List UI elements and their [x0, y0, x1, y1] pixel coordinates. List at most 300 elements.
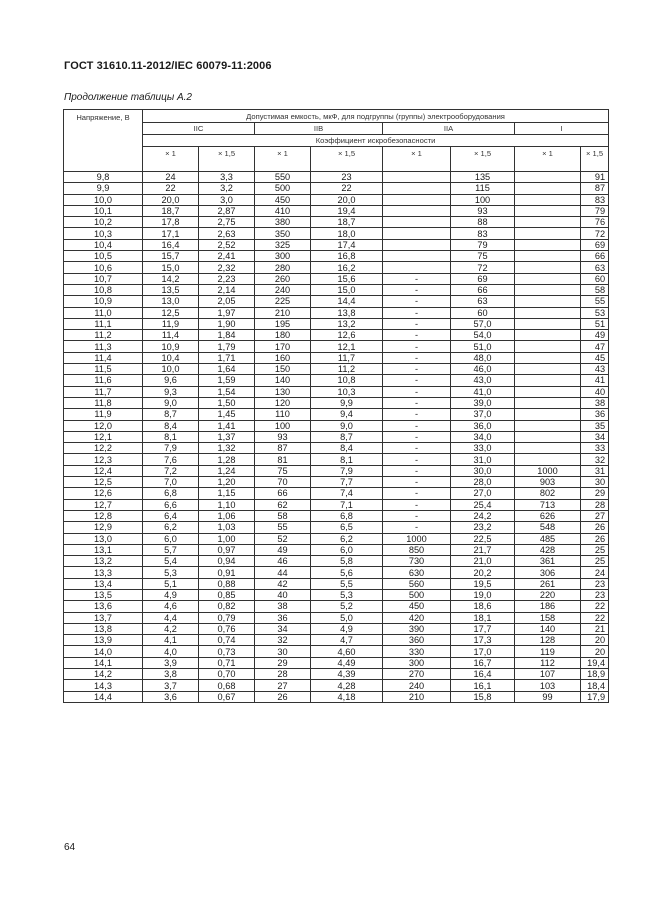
capacitance-cell: 49 [581, 330, 609, 341]
capacitance-cell: 22 [311, 183, 383, 194]
capacitance-cell: 9,4 [311, 409, 383, 420]
capacitance-cell: 29 [255, 657, 311, 668]
capacitance-cell: 180 [255, 330, 311, 341]
capacitance-cell: 62 [255, 499, 311, 510]
capacitance-cell: 4,39 [311, 669, 383, 680]
capacitance-cell: 360 [383, 635, 451, 646]
table-row [64, 409, 609, 420]
capacitance-cell: 13,0 [143, 296, 199, 307]
capacitance-cell: 23,2 [451, 522, 515, 533]
capacitance-cell: 33,0 [451, 443, 515, 454]
capacitance-cell: 39,0 [451, 397, 515, 408]
capacitance-cell: 450 [255, 194, 311, 205]
capacitance-cell: 8,7 [311, 431, 383, 442]
capacitance-cell: 7,0 [143, 477, 199, 488]
voltage-cell: 14,4 [64, 691, 143, 702]
table-continuation-caption: Продолжение таблицы А.2 [64, 92, 192, 103]
voltage-cell: 12,0 [64, 420, 143, 431]
capacitance-cell: 16,4 [143, 239, 199, 250]
voltage-cell: 11,2 [64, 330, 143, 341]
capacitance-cell: 27,0 [451, 488, 515, 499]
capacitance-cell [515, 431, 581, 442]
capacitance-cell: 11,9 [143, 318, 199, 329]
capacitance-cell: - [383, 477, 451, 488]
table-row [64, 273, 609, 284]
capacitance-cell: 30,0 [451, 465, 515, 476]
voltage-cell: 13,3 [64, 567, 143, 578]
capacitance-cell: - [383, 307, 451, 318]
capacitance-cell: 15,0 [311, 284, 383, 295]
capacitance-cell: 17,8 [143, 217, 199, 228]
capacitance-cell: 0,94 [199, 556, 255, 567]
capacitance-cell: 128 [515, 635, 581, 646]
voltage-cell: 14,0 [64, 646, 143, 657]
capacitance-cell: 45 [581, 352, 609, 363]
capacitance-cell: 1,97 [199, 307, 255, 318]
capacitance-cell: 25,4 [451, 499, 515, 510]
voltage-cell: 10,8 [64, 284, 143, 295]
safety-factor-cell: × 1 [515, 147, 581, 172]
safety-factor-cell: × 1,5 [311, 147, 383, 172]
capacitance-cell: 1,20 [199, 477, 255, 488]
capacitance-cell: 26 [581, 522, 609, 533]
table-row [64, 307, 609, 318]
capacitance-cell [515, 397, 581, 408]
capacitance-cell: 8,7 [143, 409, 199, 420]
capacitance-cell: 1,06 [199, 510, 255, 521]
voltage-cell: 12,6 [64, 488, 143, 499]
table-row [64, 567, 609, 578]
capacitance-cell: 5,7 [143, 544, 199, 555]
capacitance-cell [515, 375, 581, 386]
voltage-cell: 12,9 [64, 522, 143, 533]
capacitance-cell: 18,1 [451, 612, 515, 623]
voltage-cell: 10,7 [64, 273, 143, 284]
capacitance-cell: 35 [581, 420, 609, 431]
capacitance-cell: 20,0 [143, 194, 199, 205]
capacitance-cell: 1,00 [199, 533, 255, 544]
capacitance-cell: 30 [581, 477, 609, 488]
capacitance-cell: 7,2 [143, 465, 199, 476]
capacitance-cell: 1,24 [199, 465, 255, 476]
capacitance-cell: 1,64 [199, 364, 255, 375]
table-row [64, 420, 609, 431]
table-row [64, 578, 609, 589]
capacitance-cell: 1,32 [199, 443, 255, 454]
voltage-cell: 11,5 [64, 364, 143, 375]
capacitance-cell: 4,9 [311, 623, 383, 634]
capacitance-cell: 428 [515, 544, 581, 555]
capacitance-cell: 802 [515, 488, 581, 499]
capacitance-cell [515, 183, 581, 194]
capacitance-cell: 350 [255, 228, 311, 239]
capacitance-cell: 60 [451, 307, 515, 318]
capacitance-cell: 220 [515, 589, 581, 600]
table-row [64, 533, 609, 544]
capacitance-cell: 55 [581, 296, 609, 307]
capacitance-cell: - [383, 522, 451, 533]
capacitance-cell: 93 [255, 431, 311, 442]
capacitance-cell: 79 [451, 239, 515, 250]
capacitance-cell: 36 [255, 612, 311, 623]
capacitance-cell: 158 [515, 612, 581, 623]
table-row [64, 397, 609, 408]
capacitance-cell: 6,5 [311, 522, 383, 533]
capacitance-cell: - [383, 330, 451, 341]
capacitance-cell: 1,79 [199, 341, 255, 352]
capacitance-cell: 14,4 [311, 296, 383, 307]
capacitance-cell: 10,0 [143, 364, 199, 375]
capacitance-cell: 1,84 [199, 330, 255, 341]
voltage-cell: 13,0 [64, 533, 143, 544]
table-row [64, 239, 609, 250]
safety-factor-header: Коэффициент искробезопасности [143, 135, 609, 147]
capacitance-cell: 9,3 [143, 386, 199, 397]
capacitance-cell: 390 [383, 623, 451, 634]
capacitance-cell: 15,6 [311, 273, 383, 284]
capacitance-cell: 140 [255, 375, 311, 386]
capacitance-cell: 3,6 [143, 691, 199, 702]
capacitance-cell: 730 [383, 556, 451, 567]
capacitance-cell: 485 [515, 533, 581, 544]
capacitance-cell: 713 [515, 499, 581, 510]
capacitance-cell: 4,4 [143, 612, 199, 623]
table-row [64, 262, 609, 273]
page-number: 64 [64, 842, 76, 853]
capacitance-cell: 0,74 [199, 635, 255, 646]
capacitance-cell: 103 [515, 680, 581, 691]
voltage-cell: 13,1 [64, 544, 143, 555]
capacitance-cell: 9,9 [311, 397, 383, 408]
capacitance-cell: - [383, 499, 451, 510]
capacitance-cell: 4,28 [311, 680, 383, 691]
capacitance-cell: 9,0 [143, 397, 199, 408]
capacitance-cell: - [383, 465, 451, 476]
capacitance-cell: 20 [581, 635, 609, 646]
capacitance-cell: 2,63 [199, 228, 255, 239]
capacitance-cell: 75 [451, 251, 515, 262]
table-row [64, 646, 609, 657]
capacitance-cell: 66 [581, 251, 609, 262]
capacitance-cell: - [383, 454, 451, 465]
table-row [64, 669, 609, 680]
table-row [64, 623, 609, 634]
capacitance-cell: 5,3 [311, 589, 383, 600]
capacitance-cell: 240 [255, 284, 311, 295]
capacitance-cell: 48,0 [451, 352, 515, 363]
capacitance-cell: 3,8 [143, 669, 199, 680]
capacitance-cell: 51 [581, 318, 609, 329]
capacitance-cell: 23 [311, 172, 383, 183]
capacitance-cell: - [383, 375, 451, 386]
voltage-cell: 10,3 [64, 228, 143, 239]
capacitance-cell: 3,7 [143, 680, 199, 691]
capacitance-cell: 1,71 [199, 352, 255, 363]
capacitance-cell: 70 [255, 477, 311, 488]
table-row [64, 544, 609, 555]
capacitance-cell [515, 273, 581, 284]
capacitance-cell: 17,0 [451, 646, 515, 657]
table-row [64, 341, 609, 352]
table-row [64, 465, 609, 476]
capacitance-cell: 325 [255, 239, 311, 250]
capacitance-cell: 15,8 [451, 691, 515, 702]
capacitance-header: Допустимая емкость, мкФ, для подгруппы (группы) электрооборудования [143, 110, 609, 123]
capacitance-cell: 6,0 [143, 533, 199, 544]
capacitance-cell: 0,67 [199, 691, 255, 702]
voltage-cell: 12,1 [64, 431, 143, 442]
capacitance-cell: 17,1 [143, 228, 199, 239]
capacitance-cell: 22 [143, 183, 199, 194]
capacitance-cell: 17,4 [311, 239, 383, 250]
capacitance-cell: 7,9 [143, 443, 199, 454]
capacitance-cell: 195 [255, 318, 311, 329]
capacitance-cell: 7,6 [143, 454, 199, 465]
capacitance-cell: 361 [515, 556, 581, 567]
group-header-iia: IIA [383, 123, 515, 135]
capacitance-cell: 850 [383, 544, 451, 555]
voltage-cell: 9,9 [64, 183, 143, 194]
capacitance-cell: 210 [255, 307, 311, 318]
capacitance-cell: 83 [451, 228, 515, 239]
capacitance-cell: 100 [255, 420, 311, 431]
capacitance-cell: - [383, 431, 451, 442]
capacitance-cell: 30 [255, 646, 311, 657]
capacitance-cell: 12,1 [311, 341, 383, 352]
capacitance-cell: 1,59 [199, 375, 255, 386]
capacitance-cell: 8,4 [311, 443, 383, 454]
capacitance-cell: 20 [581, 646, 609, 657]
capacitance-cell: 4,1 [143, 635, 199, 646]
capacitance-cell: 26 [581, 533, 609, 544]
table-row [64, 352, 609, 363]
capacitance-cell [515, 420, 581, 431]
capacitance-cell: 5,0 [311, 612, 383, 623]
voltage-cell: 14,1 [64, 657, 143, 668]
safety-factor-cell: × 1,5 [451, 147, 515, 172]
capacitance-cell: 5,8 [311, 556, 383, 567]
voltage-cell: 10,2 [64, 217, 143, 228]
capacitance-cell: 4,7 [311, 635, 383, 646]
capacitance-cell: 5,2 [311, 601, 383, 612]
capacitance-cell: 4,9 [143, 589, 199, 600]
capacitance-cell: 10,4 [143, 352, 199, 363]
capacitance-cell: 3,2 [199, 183, 255, 194]
voltage-cell: 13,4 [64, 578, 143, 589]
capacitance-cell: 0,70 [199, 669, 255, 680]
capacitance-cell: 36 [581, 409, 609, 420]
capacitance-cell: 11,4 [143, 330, 199, 341]
capacitance-cell: 5,5 [311, 578, 383, 589]
capacitance-cell [515, 454, 581, 465]
capacitance-cell: 7,9 [311, 465, 383, 476]
capacitance-cell: 31 [581, 465, 609, 476]
capacitance-cell: 72 [451, 262, 515, 273]
capacitance-cell: 260 [255, 273, 311, 284]
capacitance-cell: 87 [255, 443, 311, 454]
capacitance-cell: 186 [515, 601, 581, 612]
capacitance-cell: 12,5 [143, 307, 199, 318]
capacitance-cell: 10,3 [311, 386, 383, 397]
capacitance-cell [515, 284, 581, 295]
capacitance-cell: 66 [255, 488, 311, 499]
capacitance-cell: 0,68 [199, 680, 255, 691]
table-row [64, 680, 609, 691]
table-row [64, 454, 609, 465]
capacitance-cell: - [383, 352, 451, 363]
capacitance-cell: 1,37 [199, 431, 255, 442]
capacitance-cell: 15,0 [143, 262, 199, 273]
capacitance-cell: 15,7 [143, 251, 199, 262]
capacitance-cell: 6,6 [143, 499, 199, 510]
capacitance-cell: 32 [255, 635, 311, 646]
capacitance-cell: 99 [515, 691, 581, 702]
capacitance-cell: 1,50 [199, 397, 255, 408]
capacitance-cell: 21,7 [451, 544, 515, 555]
capacitance-cell: 75 [255, 465, 311, 476]
capacitance-cell: 119 [515, 646, 581, 657]
capacitance-cell: 300 [255, 251, 311, 262]
capacitance-cell [515, 172, 581, 183]
voltage-cell: 12,8 [64, 510, 143, 521]
capacitance-cell: 4,18 [311, 691, 383, 702]
table-row [64, 217, 609, 228]
table-row [64, 635, 609, 646]
voltage-cell: 13,6 [64, 601, 143, 612]
capacitance-cell: 225 [255, 296, 311, 307]
capacitance-cell [383, 262, 451, 273]
capacitance-cell: 46,0 [451, 364, 515, 375]
capacitance-cell [515, 217, 581, 228]
capacitance-cell: 6,4 [143, 510, 199, 521]
table-row [64, 612, 609, 623]
voltage-cell: 12,3 [64, 454, 143, 465]
table-row [64, 443, 609, 454]
capacitance-cell: 500 [255, 183, 311, 194]
capacitance-cell: 2,75 [199, 217, 255, 228]
voltage-cell: 13,7 [64, 612, 143, 623]
capacitance-cell [515, 228, 581, 239]
capacitance-cell: - [383, 409, 451, 420]
capacitance-cell [515, 194, 581, 205]
capacitance-cell: 6,0 [311, 544, 383, 555]
voltage-cell: 14,3 [64, 680, 143, 691]
capacitance-cell: - [383, 296, 451, 307]
capacitance-cell: 16,8 [311, 251, 383, 262]
capacitance-cell: 130 [255, 386, 311, 397]
voltage-cell: 11,8 [64, 397, 143, 408]
safety-factor-cell: × 1 [143, 147, 199, 172]
capacitance-cell: 1,90 [199, 318, 255, 329]
capacitance-cell: 1,15 [199, 488, 255, 499]
voltage-cell: 9,8 [64, 172, 143, 183]
table-row [64, 589, 609, 600]
voltage-cell: 10,6 [64, 262, 143, 273]
capacitance-cell: 280 [255, 262, 311, 273]
capacitance-cell: 5,6 [311, 567, 383, 578]
capacitance-cell: 1,41 [199, 420, 255, 431]
capacitance-cell [383, 228, 451, 239]
capacitance-cell: 34 [581, 431, 609, 442]
capacitance-cell [515, 239, 581, 250]
capacitance-cell: 115 [451, 183, 515, 194]
capacitance-cell: 38 [255, 601, 311, 612]
capacitance-cell: 0,85 [199, 589, 255, 600]
capacitance-cell: 23 [581, 589, 609, 600]
capacitance-cell: 2,52 [199, 239, 255, 250]
capacitance-cell: 13,8 [311, 307, 383, 318]
capacitance-cell: 270 [383, 669, 451, 680]
capacitance-cell: 20,0 [311, 194, 383, 205]
table-row [64, 431, 609, 442]
capacitance-cell: 18,6 [451, 601, 515, 612]
capacitance-cell: 34 [255, 623, 311, 634]
table-row [64, 488, 609, 499]
capacitance-cell: 8,4 [143, 420, 199, 431]
capacitance-cell: 10,8 [311, 375, 383, 386]
capacitance-cell: 548 [515, 522, 581, 533]
capacitance-cell: 28 [581, 499, 609, 510]
capacitance-cell: 0,97 [199, 544, 255, 555]
capacitance-cell: 630 [383, 567, 451, 578]
capacitance-cell: 1,45 [199, 409, 255, 420]
table-row [64, 499, 609, 510]
capacitance-cell: 1000 [383, 533, 451, 544]
capacitance-cell: 1000 [515, 465, 581, 476]
capacitance-cell: 2,23 [199, 273, 255, 284]
capacitance-cell [515, 262, 581, 273]
capacitance-cell: 4,0 [143, 646, 199, 657]
capacitance-cell: 3,0 [199, 194, 255, 205]
table-row [64, 522, 609, 533]
capacitance-cell: 1,54 [199, 386, 255, 397]
capacitance-cell: 107 [515, 669, 581, 680]
capacitance-cell: 160 [255, 352, 311, 363]
safety-factor-cell: × 1,5 [199, 147, 255, 172]
capacitance-cell: 6,8 [143, 488, 199, 499]
capacitance-cell: 0,91 [199, 567, 255, 578]
table-row [64, 228, 609, 239]
capacitance-cell: 38 [581, 397, 609, 408]
voltage-cell: 11,1 [64, 318, 143, 329]
capacitance-cell: 18,7 [311, 217, 383, 228]
capacitance-cell: 19,5 [451, 578, 515, 589]
table-row [64, 183, 609, 194]
capacitance-cell: 42 [255, 578, 311, 589]
capacitance-cell: 17,3 [451, 635, 515, 646]
capacitance-cell: 420 [383, 612, 451, 623]
capacitance-cell: 24 [143, 172, 199, 183]
capacitance-cell: 19,4 [311, 205, 383, 216]
voltage-cell: 10,0 [64, 194, 143, 205]
voltage-cell: 11,6 [64, 375, 143, 386]
capacitance-cell: 34,0 [451, 431, 515, 442]
capacitance-cell: 380 [255, 217, 311, 228]
voltage-cell: 11,3 [64, 341, 143, 352]
capacitance-cell: 7,4 [311, 488, 383, 499]
capacitance-cell: 9,0 [311, 420, 383, 431]
capacitance-cell: 2,05 [199, 296, 255, 307]
capacitance-cell: 11,7 [311, 352, 383, 363]
capacitance-cell: 7,7 [311, 477, 383, 488]
capacitance-cell: 150 [255, 364, 311, 375]
document-title: ГОСТ 31610.11-2012/IEC 60079-11:2006 [64, 60, 272, 72]
voltage-cell: 10,5 [64, 251, 143, 262]
safety-factor-cell: × 1,5 [581, 147, 609, 172]
voltage-cell: 13,8 [64, 623, 143, 634]
capacitance-cell: 63 [581, 262, 609, 273]
capacitance-cell [515, 330, 581, 341]
